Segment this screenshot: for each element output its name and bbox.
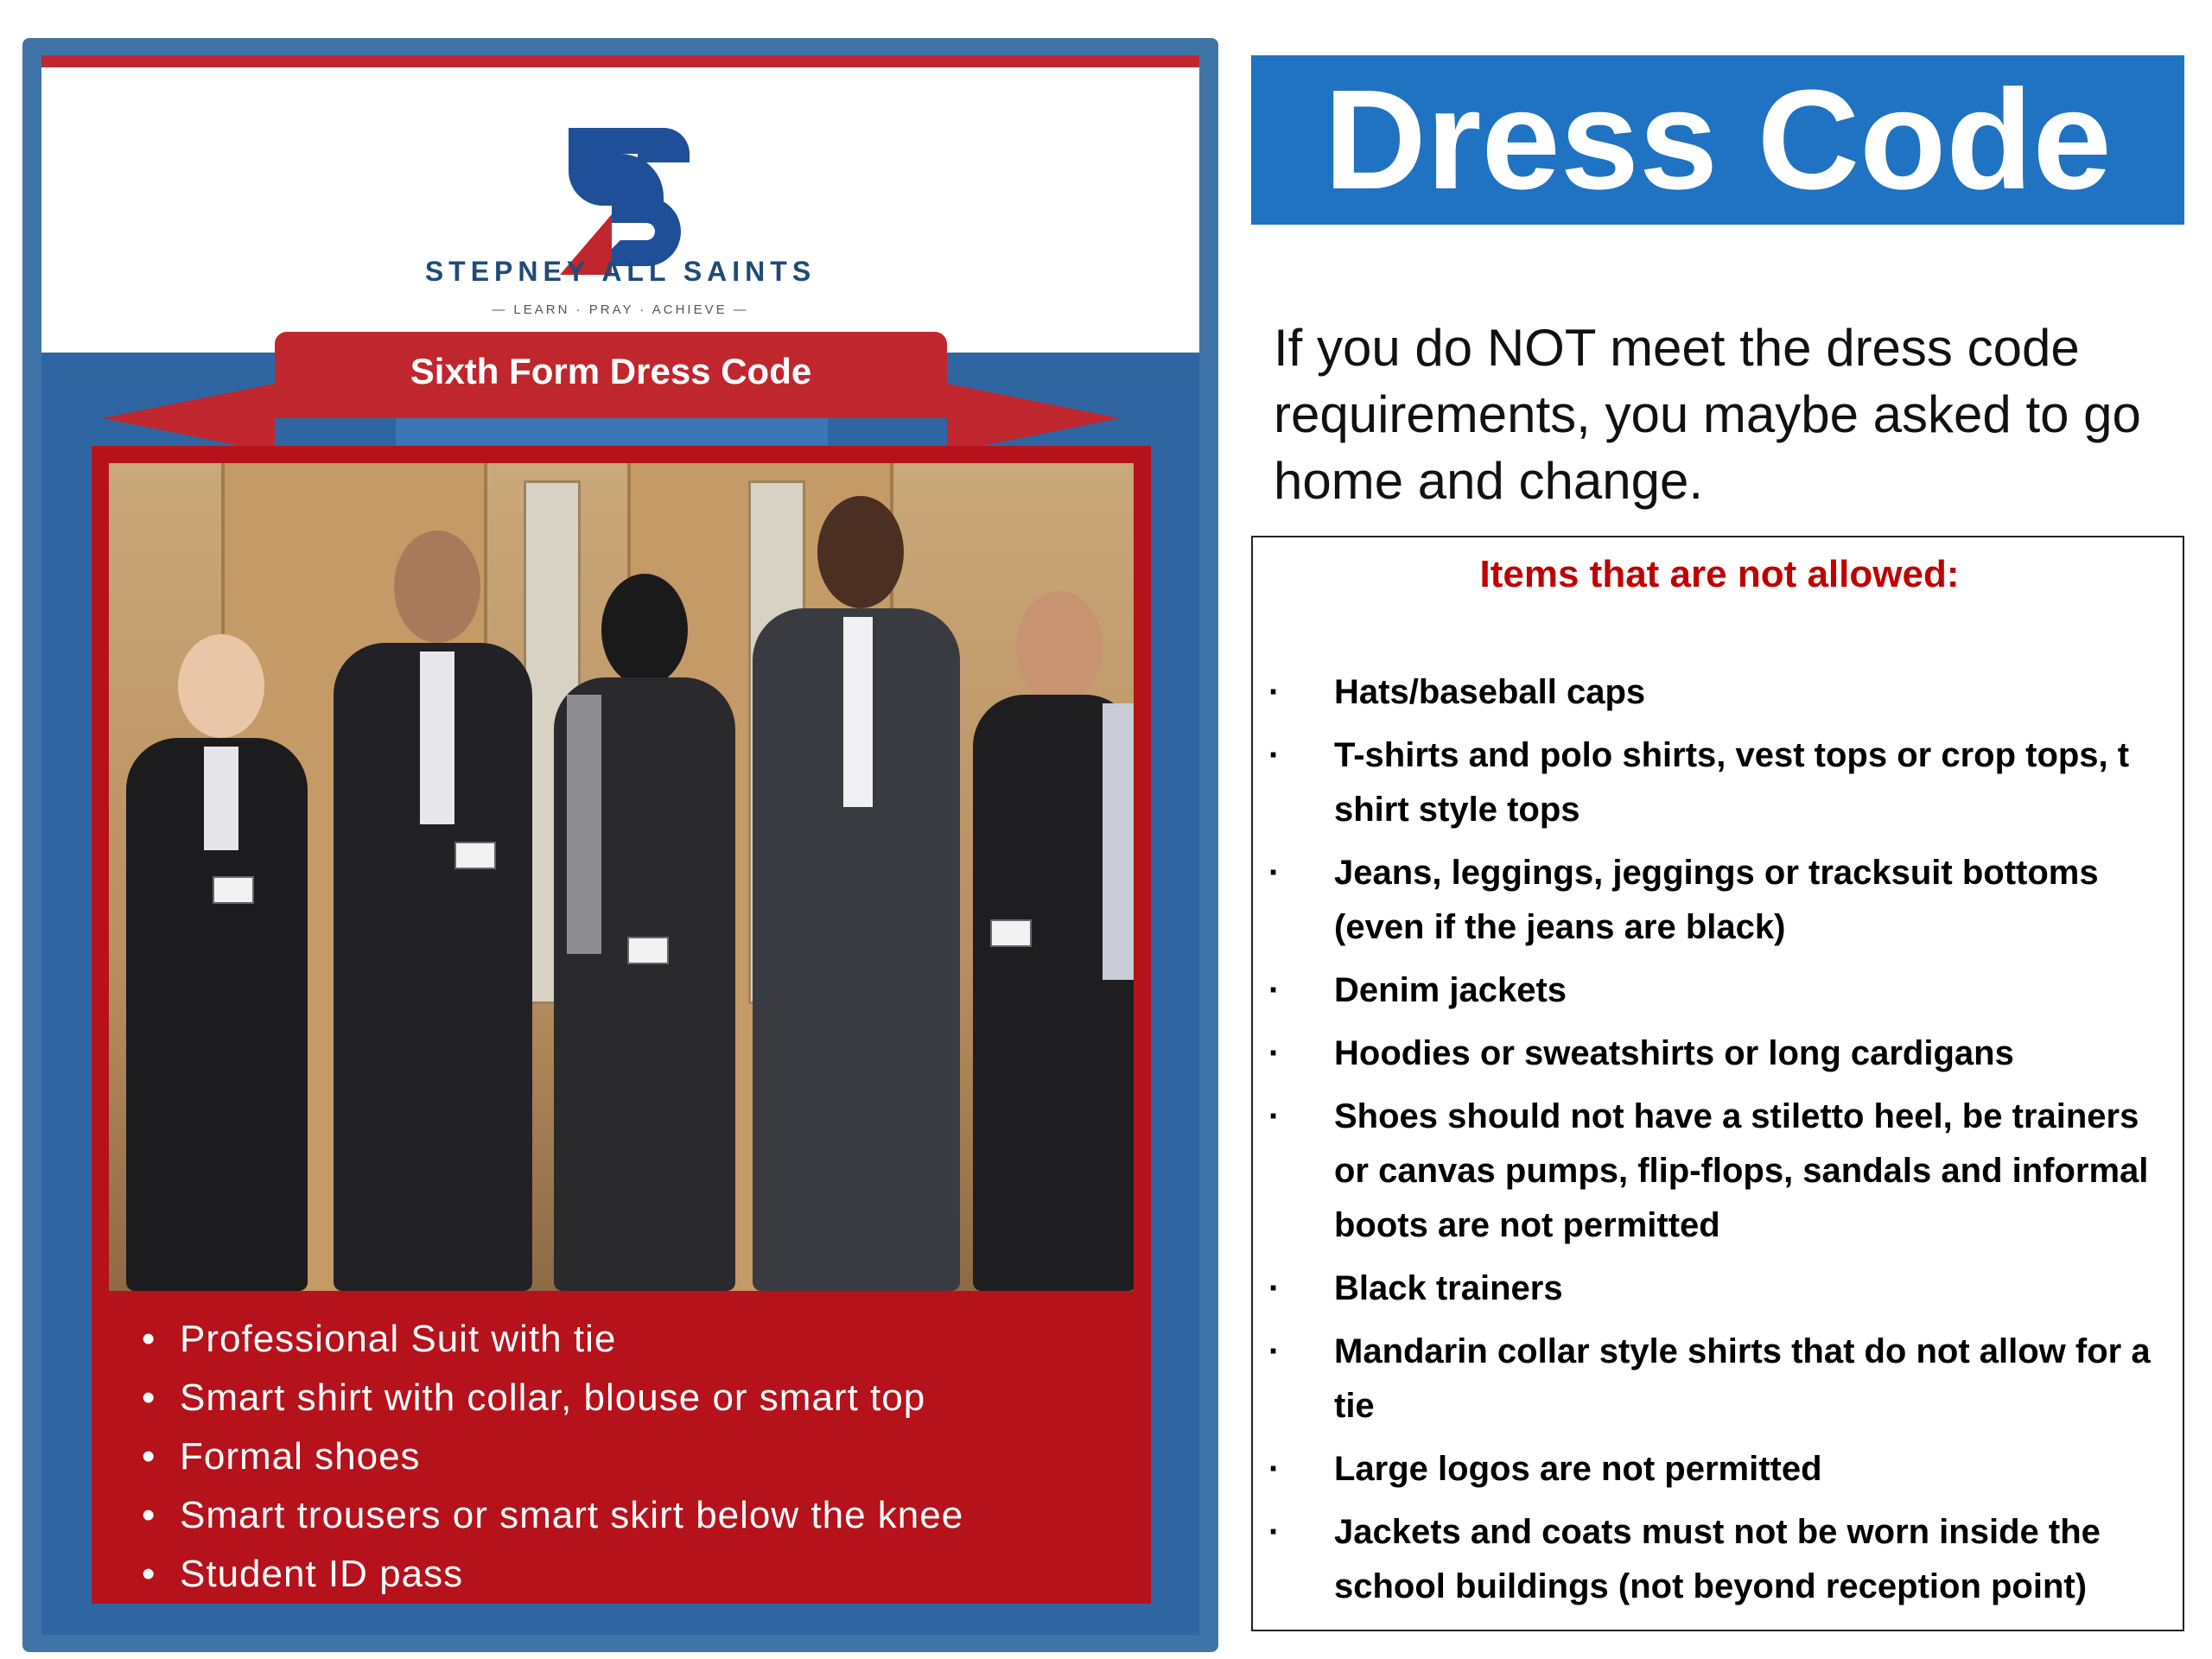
not-allowed-box: [1251, 536, 2184, 1631]
title-banner: [1251, 55, 2184, 225]
student-figure: [748, 496, 964, 1291]
ribbon-tail-left: [102, 384, 275, 453]
list-item: · Jackets and coats must not be worn inside the school buildings (not beyond reception point): [1268, 1505, 2167, 1614]
list-item: · Jeans, leggings, jeggings or tracksuit bottoms (even if the jeans are black): [1268, 846, 2167, 955]
title-ribbon: [275, 332, 947, 418]
ribbon-title: Sixth Form Dress Code: [410, 351, 812, 391]
dress-code-requirements: [142, 1310, 1144, 1604]
poster-top-stripe: [41, 55, 1199, 67]
ribbon-fold: [396, 418, 828, 449]
list-item: · Denim jackets: [1268, 963, 2167, 1018]
school-name: STEPNEY ALL SAINTS: [424, 256, 817, 287]
not-allowed-heading: Items that are not allowed:: [1479, 553, 1960, 595]
poster-inner: [41, 55, 1199, 1635]
list-item: • Smart shirt with collar, blouse or smart top: [142, 1369, 1144, 1427]
stepney-s-logo-icon: [534, 102, 707, 275]
student-figure: [325, 531, 541, 1291]
list-item: • Smart trousers or smart skirt below the knee: [142, 1486, 1144, 1545]
ribbon-tail-right: [947, 384, 1120, 453]
list-item: · Mandarin collar style shirts that do not allow for a tie: [1268, 1325, 2167, 1433]
page-title: Dress Code: [1324, 60, 2112, 219]
list-item: · Large logos are not permitted: [1268, 1442, 2167, 1497]
not-allowed-list: [1268, 665, 2167, 1623]
list-item: · T-shirts and polo shirts, vest tops or crop tops, t shirt style tops: [1268, 728, 2167, 837]
dress-code-poster: [22, 38, 1218, 1652]
list-item: · Hats/baseball caps: [1268, 665, 2167, 720]
poster-header: [41, 67, 1199, 353]
list-item: · Shoes should not have a stiletto heel, be trainers or canvas pumps, flip-flops, sandals and informal boots are not permitted: [1268, 1090, 2167, 1253]
student-figure: [973, 591, 1134, 1291]
dress-code-notice: If you do NOT meet the dress code requirements, you maybe asked to go home and change.: [1274, 319, 2141, 510]
student-figure: [550, 574, 740, 1291]
list-item: • Formal shoes: [142, 1427, 1144, 1486]
students-photo: [109, 463, 1134, 1291]
list-item: · Hoodies or sweatshirts or long cardigans: [1268, 1027, 2167, 1081]
list-item: • Professional Suit with tie: [142, 1310, 1144, 1369]
school-motto: — LEARN · PRAY · ACHIEVE —: [492, 302, 749, 317]
list-item: • Student ID pass: [142, 1545, 1144, 1604]
list-item: · Black trainers: [1268, 1262, 2167, 1316]
student-figure: [118, 634, 316, 1291]
photo-frame: [92, 446, 1151, 1604]
